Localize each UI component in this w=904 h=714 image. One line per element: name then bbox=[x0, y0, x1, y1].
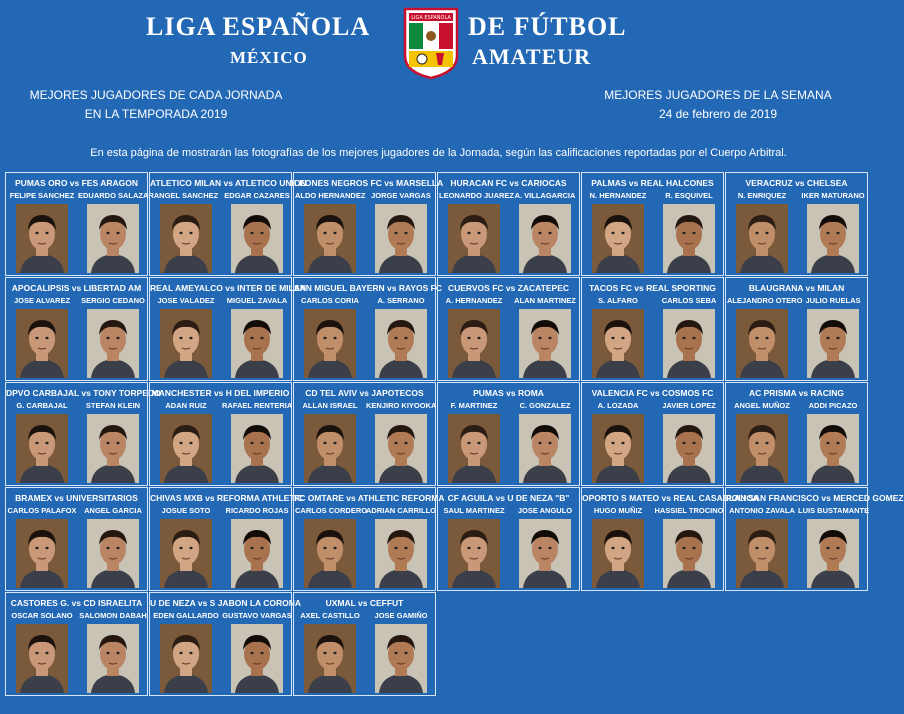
player-photo-right bbox=[663, 414, 715, 483]
player-name-right: EDUARDO SALAZAR bbox=[78, 191, 154, 200]
player-photo-image bbox=[231, 519, 283, 588]
player-card bbox=[5, 277, 148, 381]
player-photo-left bbox=[448, 204, 500, 273]
player-photo-right bbox=[375, 519, 427, 588]
match-title: CUERVOS FC vs ZACATEPEC bbox=[447, 283, 570, 293]
league-shield-logo bbox=[402, 6, 460, 80]
player-photo-image bbox=[736, 204, 788, 273]
player-photo-image bbox=[304, 204, 356, 273]
player-photo-image bbox=[87, 624, 139, 693]
player-name-left: CARLOS CORIA bbox=[301, 296, 359, 305]
player-photo-left bbox=[160, 519, 212, 588]
player-photo-image bbox=[736, 414, 788, 483]
player-photo-right bbox=[231, 624, 283, 693]
player-photo-left bbox=[16, 624, 68, 693]
match-title: APOCALIPSIS vs LIBERTAD AM bbox=[11, 283, 142, 293]
player-photo-right bbox=[663, 309, 715, 378]
player-photo-image bbox=[231, 624, 283, 693]
player-photo-right bbox=[87, 624, 139, 693]
player-card bbox=[581, 487, 759, 591]
player-photo-image bbox=[231, 204, 283, 273]
player-photo-left bbox=[304, 204, 356, 273]
player-photo-image bbox=[87, 519, 139, 588]
player-photo-image bbox=[592, 204, 644, 273]
match-title: SAN MIGUEL BAYERN vs RAYOS FC bbox=[294, 283, 442, 293]
player-name-left: JOSUE SOTO bbox=[161, 506, 211, 515]
player-name-left: ANTONIO ZAVALA bbox=[729, 506, 795, 515]
player-photo-right bbox=[375, 624, 427, 693]
player-name-right: LUIS BUSTAMANTE bbox=[798, 506, 870, 515]
player-photo-right bbox=[231, 309, 283, 378]
title-left: LIGA ESPAÑOLA bbox=[146, 12, 371, 41]
left-subheading-line2: EN LA TEMPORADA 2019 bbox=[84, 107, 228, 121]
match-title: BLAUGRANA vs MILAN bbox=[748, 283, 845, 293]
player-photo-right bbox=[807, 204, 859, 273]
player-name-left: N. HERNANDEZ bbox=[589, 191, 647, 200]
player-name-right: ADDI PICAZO bbox=[808, 401, 858, 410]
title-right: DE FÚTBOL bbox=[468, 12, 627, 41]
player-photo-image bbox=[304, 309, 356, 378]
player-photo-left bbox=[736, 414, 788, 483]
player-photo-image bbox=[160, 519, 212, 588]
player-name-right: STEFAN KLEIN bbox=[85, 401, 141, 410]
player-photo-image bbox=[160, 309, 212, 378]
match-title: ATLETICO MILAN vs ATLETICO UNION bbox=[150, 178, 307, 188]
player-name-left: OSCAR SOLANO bbox=[11, 611, 73, 620]
player-name-right: ANGEL GARCIA bbox=[84, 506, 142, 515]
player-photo-left bbox=[592, 309, 644, 378]
player-photo-left bbox=[160, 309, 212, 378]
player-photo-image bbox=[304, 414, 356, 483]
match-title: POLI SAN FRANCISCO vs MERCED GOMEZ bbox=[726, 493, 904, 503]
player-photo-left bbox=[448, 519, 500, 588]
player-photo-image bbox=[807, 414, 859, 483]
player-name-left: ALLAN ISRAEL bbox=[302, 401, 358, 410]
match-title: CASTORES G. vs CD ISRAELITA bbox=[10, 598, 143, 608]
player-photo-right bbox=[87, 204, 139, 273]
player-photo-right bbox=[375, 414, 427, 483]
player-photo-image bbox=[231, 414, 283, 483]
player-name-right: GUSTAVO VARGAS bbox=[222, 611, 292, 620]
player-photo-left bbox=[592, 204, 644, 273]
player-name-right: CARLOS SEBA bbox=[661, 296, 717, 305]
player-card bbox=[581, 277, 724, 381]
player-card bbox=[293, 382, 436, 486]
intro-text: En esta página de mostrarán las fotografías de los mejores jugadores de la Jornada, según las calificaciones reportadas por el Cuerpo Arbitral. bbox=[90, 147, 787, 159]
player-photo-image bbox=[375, 624, 427, 693]
match-title: CHIVAS MXB vs REFORMA ATHLETIC bbox=[150, 493, 304, 503]
player-photo-right bbox=[519, 309, 571, 378]
match-title: CF AGUILA vs U DE NEZA "B" bbox=[447, 493, 570, 503]
player-photo-image bbox=[304, 519, 356, 588]
player-photo-image bbox=[16, 414, 68, 483]
player-photo-image bbox=[16, 624, 68, 693]
player-photo-left bbox=[160, 414, 212, 483]
player-photo-left bbox=[160, 624, 212, 693]
player-name-left: SAUL MARTINEZ bbox=[443, 506, 505, 515]
player-name-right: JULIO RUELAS bbox=[805, 296, 861, 305]
player-name-left: ADAN RUIZ bbox=[165, 401, 207, 410]
player-name-right: SERGIO CEDANO bbox=[81, 296, 145, 305]
player-name-left: JOSE ALVAREZ bbox=[13, 296, 71, 305]
player-photo-left bbox=[160, 204, 212, 273]
player-name-left: FELIPE SANCHEZ bbox=[9, 191, 75, 200]
player-photo-image bbox=[807, 309, 859, 378]
player-photo-image bbox=[16, 309, 68, 378]
player-photo-right bbox=[519, 204, 571, 273]
player-name-left: N. ENRIQUEZ bbox=[737, 191, 787, 200]
player-card bbox=[293, 277, 442, 381]
player-photo-left bbox=[448, 414, 500, 483]
player-photo-image bbox=[375, 414, 427, 483]
match-title: PALMAS vs REAL HALCONES bbox=[591, 178, 714, 188]
player-photo-image bbox=[375, 519, 427, 588]
player-photo-right bbox=[375, 204, 427, 273]
player-name-right: ALAN MARTINEZ bbox=[514, 296, 576, 305]
player-name-left: A. LOZADA bbox=[597, 401, 639, 410]
player-card bbox=[581, 172, 724, 276]
match-title: PUMAS vs ROMA bbox=[473, 388, 544, 398]
player-card bbox=[437, 487, 580, 591]
left-subheading-line1: MEJORES JUGADORES DE CADA JORNADA bbox=[29, 88, 283, 102]
player-photo-right bbox=[519, 414, 571, 483]
match-title: LEONES NEGROS FC vs MARSELLA bbox=[294, 178, 444, 188]
player-name-right: A. VILLAGARCIA bbox=[514, 191, 576, 200]
player-photo-left bbox=[592, 519, 644, 588]
match-title: UXMAL vs CEFFUT bbox=[325, 598, 404, 608]
player-name-right: ADRIAN CARRILLO bbox=[366, 506, 436, 515]
match-title: AC PRISMA vs RACING bbox=[748, 388, 845, 398]
player-photo-left bbox=[304, 519, 356, 588]
svg-text:LIGA ESPAÑOLA: LIGA ESPAÑOLA bbox=[411, 15, 451, 21]
player-name-left: LEONARDO JUAREZ bbox=[439, 191, 515, 200]
player-name-left: ALEJANDRO OTERO bbox=[727, 296, 803, 305]
player-photo-right bbox=[519, 519, 571, 588]
player-photo-image bbox=[519, 309, 571, 378]
player-photo-left bbox=[592, 414, 644, 483]
player-photo-image bbox=[663, 519, 715, 588]
player-card bbox=[149, 592, 301, 696]
player-photo-image bbox=[592, 414, 644, 483]
left-subheading bbox=[20, 86, 292, 124]
player-photo-image bbox=[663, 309, 715, 378]
player-photo-image bbox=[448, 204, 500, 273]
player-photo-right bbox=[807, 519, 859, 588]
player-card bbox=[5, 487, 148, 591]
player-name-right: KENJIRO KIYOOKA bbox=[366, 401, 437, 410]
player-photo-image bbox=[736, 519, 788, 588]
player-name-right: R. ESQUIVEL bbox=[665, 191, 713, 200]
player-photo-left bbox=[16, 519, 68, 588]
player-photo-right bbox=[231, 414, 283, 483]
match-title: U DE NEZA vs S JABON LA CORONA bbox=[150, 598, 301, 608]
player-photo-image bbox=[519, 204, 571, 273]
player-card bbox=[5, 592, 148, 696]
player-photo-right bbox=[663, 204, 715, 273]
player-name-left: F. MARTINEZ bbox=[450, 401, 498, 410]
player-photo-left bbox=[448, 309, 500, 378]
player-name-right: MIGUEL ZAVALA bbox=[226, 296, 288, 305]
player-photo-right bbox=[807, 309, 859, 378]
match-title: VERACRUZ vs CHELSEA bbox=[745, 178, 848, 188]
match-title: PUMAS ORO vs FES ARAGON bbox=[15, 178, 138, 188]
player-card bbox=[149, 382, 292, 486]
player-photo-left bbox=[304, 309, 356, 378]
player-name-right: RICARDO ROJAS bbox=[225, 506, 289, 515]
player-name-right: C. GONZALEZ bbox=[519, 401, 571, 410]
player-card bbox=[5, 172, 154, 276]
player-name-right: SALOMON DABAH bbox=[79, 611, 147, 620]
player-name-left: ANGEL SANCHEZ bbox=[153, 191, 219, 200]
player-photo-image bbox=[663, 204, 715, 273]
player-name-left: EDEN GALLARDO bbox=[153, 611, 219, 620]
shield-icon bbox=[402, 6, 460, 80]
player-photo-image bbox=[160, 414, 212, 483]
player-photo-left bbox=[16, 309, 68, 378]
player-photo-image bbox=[592, 519, 644, 588]
player-photo-left bbox=[736, 204, 788, 273]
subtitle-left: MÉXICO bbox=[230, 48, 308, 67]
player-card bbox=[293, 172, 444, 276]
player-photo-image bbox=[87, 309, 139, 378]
player-card bbox=[293, 487, 445, 591]
match-title: CD TEL AVIV vs JAPOTECOS bbox=[305, 388, 424, 398]
player-card bbox=[581, 382, 724, 486]
player-photo-right bbox=[87, 414, 139, 483]
player-photo-left bbox=[736, 309, 788, 378]
player-card bbox=[725, 382, 868, 486]
player-photo-image bbox=[807, 519, 859, 588]
player-name-right: JAVIER LOPEZ bbox=[662, 401, 716, 410]
match-title: MANCHESTER vs H DEL IMPERIO bbox=[151, 388, 290, 398]
player-photo-image bbox=[16, 204, 68, 273]
player-card bbox=[437, 277, 580, 381]
player-photo-right bbox=[807, 414, 859, 483]
player-photo-left bbox=[736, 519, 788, 588]
player-photo-image bbox=[231, 309, 283, 378]
player-photo-right bbox=[87, 519, 139, 588]
player-photo-left bbox=[304, 624, 356, 693]
player-photo-image bbox=[87, 204, 139, 273]
player-card bbox=[725, 277, 868, 381]
player-name-right: A. SERRANO bbox=[377, 296, 425, 305]
player-photo-image bbox=[16, 519, 68, 588]
player-name-right: JOSE GAMIÑO bbox=[374, 611, 428, 620]
player-photo-right bbox=[375, 309, 427, 378]
player-photo-right bbox=[231, 204, 283, 273]
match-title: BRAMEX vs UNIVERSITARIOS bbox=[15, 493, 138, 503]
player-name-left: G. CARBAJAL bbox=[16, 401, 68, 410]
subtitle-right: AMATEUR bbox=[472, 44, 592, 69]
player-photo-image bbox=[448, 519, 500, 588]
player-photo-image bbox=[592, 309, 644, 378]
player-photo-left bbox=[16, 204, 68, 273]
player-name-right: JOSE ANGULO bbox=[517, 506, 573, 515]
player-photo-left bbox=[304, 414, 356, 483]
player-photo-right bbox=[87, 309, 139, 378]
player-name-left: A. HERNANDEZ bbox=[445, 296, 503, 305]
player-photo-image bbox=[736, 309, 788, 378]
player-photo-image bbox=[160, 204, 212, 273]
player-name-right: HASSIEL TROCINO bbox=[654, 506, 724, 515]
match-title: TACOS FC vs REAL SPORTING bbox=[589, 283, 716, 293]
player-card bbox=[149, 487, 304, 591]
player-card bbox=[725, 172, 868, 276]
page-header bbox=[0, 0, 877, 121]
player-photo-image bbox=[663, 414, 715, 483]
player-card bbox=[149, 172, 307, 276]
player-photo-image bbox=[807, 204, 859, 273]
player-photo-image bbox=[448, 309, 500, 378]
match-title: HURACAN FC vs CARIOCAS bbox=[450, 178, 567, 188]
player-name-right: EDGAR CAZARES bbox=[224, 191, 290, 200]
right-subheading-line1: MEJORES JUGADORES DE LA SEMANA bbox=[604, 88, 832, 102]
right-subheading bbox=[588, 86, 848, 124]
player-photo-image bbox=[519, 414, 571, 483]
player-card bbox=[437, 382, 580, 486]
right-subheading-line2: 24 de febrero de 2019 bbox=[658, 107, 778, 121]
player-photo-image bbox=[519, 519, 571, 588]
player-name-left: S. ALFARO bbox=[598, 296, 638, 305]
match-title: REAL AMEYALCO vs INTER DE MILAN bbox=[150, 283, 307, 293]
player-photo-image bbox=[160, 624, 212, 693]
player-name-left: JOSE VALADEZ bbox=[157, 296, 215, 305]
player-photo-image bbox=[375, 309, 427, 378]
player-name-right: RAFAEL RENTERIA bbox=[222, 401, 293, 410]
player-name-left: AXEL CASTILLO bbox=[300, 611, 360, 620]
player-name-left: ALDO HERNANDEZ bbox=[295, 191, 366, 200]
player-card bbox=[437, 172, 580, 276]
player-card bbox=[725, 487, 904, 591]
player-name-left: CARLOS PALAFOX bbox=[7, 506, 77, 515]
player-photo-right bbox=[231, 519, 283, 588]
player-photo-image bbox=[87, 414, 139, 483]
player-card bbox=[5, 382, 161, 486]
player-card bbox=[293, 592, 436, 696]
match-title: OPORTO S MATEO vs REAL CASABLANCA bbox=[582, 493, 759, 503]
player-name-right: IKER MATURANO bbox=[801, 191, 865, 200]
player-photo-right bbox=[663, 519, 715, 588]
player-photo-left bbox=[16, 414, 68, 483]
match-title: VALENCIA FC vs COSMOS FC bbox=[591, 388, 714, 398]
player-photo-image bbox=[375, 204, 427, 273]
player-photo-image bbox=[304, 624, 356, 693]
player-name-right: JORGE VARGAS bbox=[371, 191, 431, 200]
player-name-left: CARLOS CORDERO bbox=[295, 506, 368, 515]
player-photo-image bbox=[448, 414, 500, 483]
match-title: FC OMTARE vs ATHLETIC REFORMA bbox=[294, 493, 445, 503]
player-name-left: HUGO MUÑIZ bbox=[593, 506, 643, 515]
player-name-left: ANGEL MUÑOZ bbox=[734, 401, 790, 410]
match-title: DPVO CARBAJAL vs TONY TORPEDO bbox=[6, 388, 161, 398]
player-card bbox=[149, 277, 307, 381]
